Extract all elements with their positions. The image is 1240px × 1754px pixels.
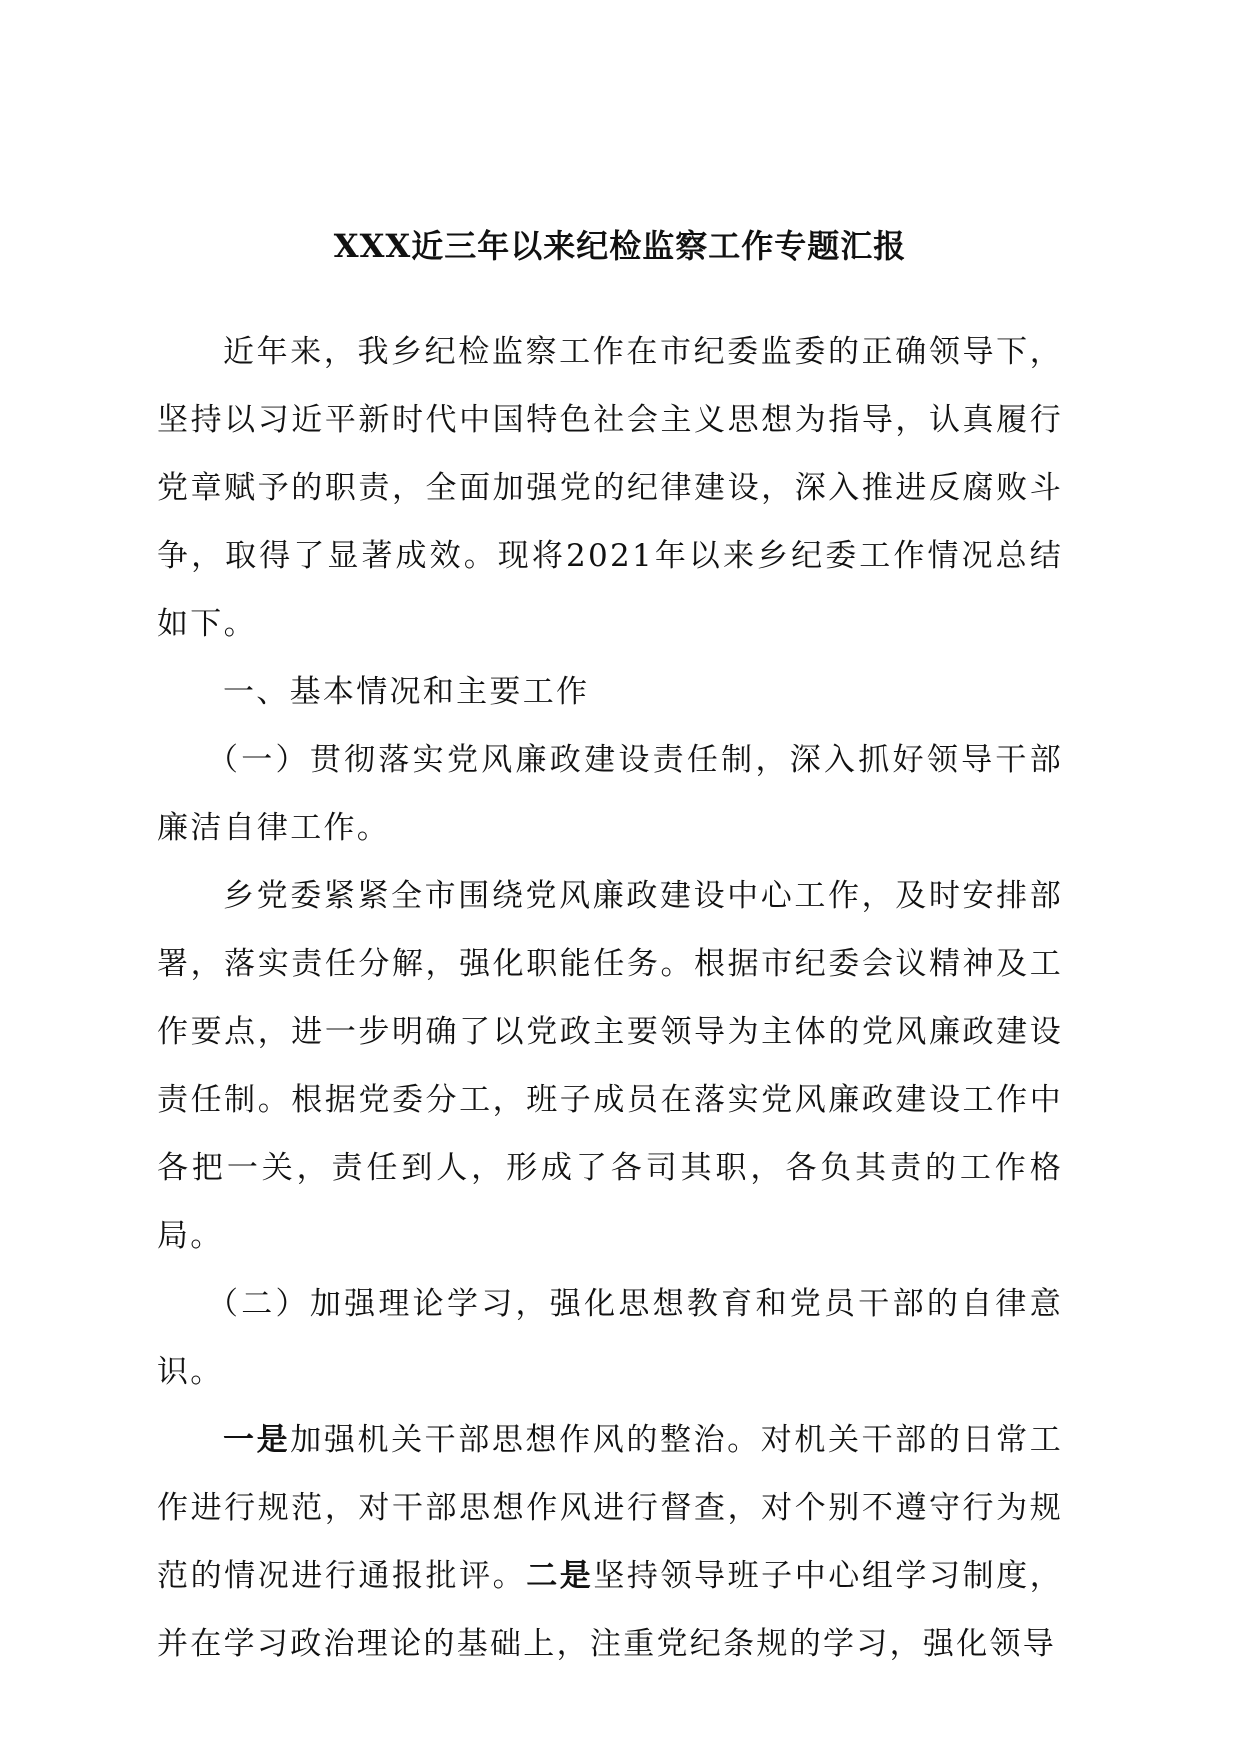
section-heading: 一、基本情况和主要工作 (223, 674, 590, 710)
point-lead-2: 二是 (526, 1558, 594, 1594)
subsection-heading-1: （一）贯彻落实党风廉政建设责任制，深入抓好领导干部廉洁自律工作。 (157, 742, 1063, 846)
point-text-2: 坚持领导班子中心组学习制度，并在学习政治理论的基础上，注重党纪条规的学习，强化领导 (157, 1558, 1063, 1662)
point-text-1: 加强机关干部思想作风的整治。对机关干部的日常工作进行规范，对干部思想作风进行督查，对个别不遵守行为规范的情况进行通报批评。 (157, 1422, 1063, 1594)
document-body (157, 318, 1063, 1678)
intro-paragraph: 近年来，我乡纪检监察工作在市纪委监委的正确领导下，坚持以习近平新时代中国特色社会主义思想为指导，认真履行党章赋予的职责，全面加强党的纪律建设，深入推进反腐败斗争，取得了显著成效。现将2021年以来乡纪委工作情况总结如下。 (157, 334, 1063, 642)
subsection-heading-2: （二）加强理论学习，强化思想教育和党员干部的自律意识。 (157, 1286, 1063, 1390)
subsection-paragraph-1: 乡党委紧紧全市围绕党风廉政建设中心工作，及时安排部署，落实责任分解，强化职能任务。根据市纪委会议精神及工作要点，进一步明确了以党政主要领导为主体的党风廉政建设责任制。根据党委分工，班子成员在落实党风廉政建设工作中各把一关，责任到人，形成了各司其职，各负其责的工作格局。 (157, 878, 1063, 1254)
subsection-paragraph-2 (157, 1406, 1063, 1678)
point-lead-1: 一是 (223, 1422, 291, 1458)
document-title: XXX近三年以来纪检监察工作专题汇报 (333, 227, 907, 265)
